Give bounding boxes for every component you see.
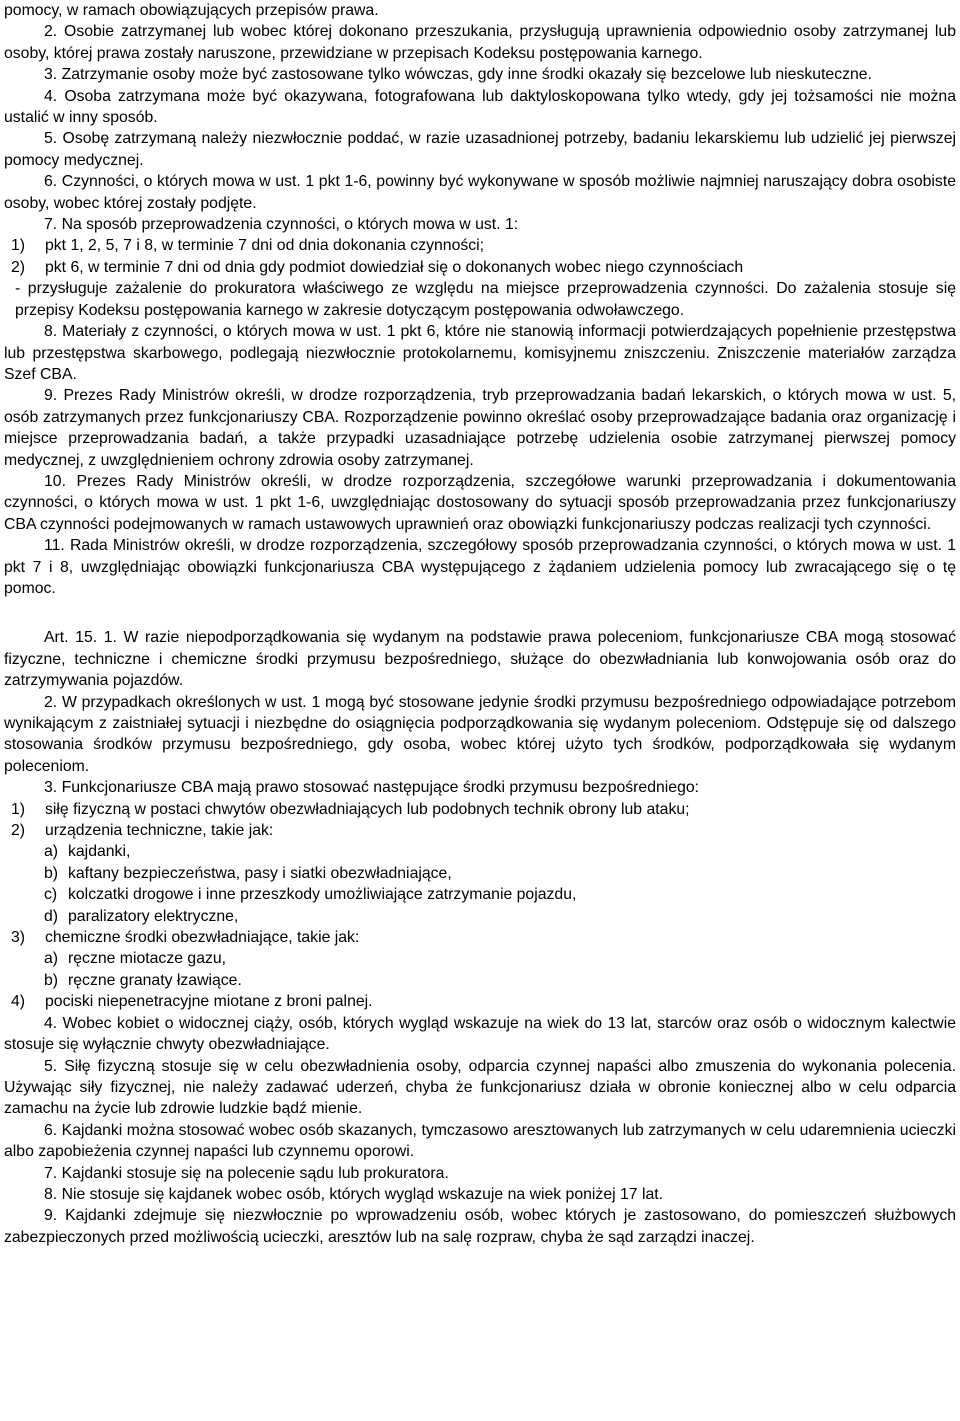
list-text: paralizatory elektryczne,	[68, 907, 239, 925]
sublist-item	[4, 948, 956, 969]
list-text: kaftany bezpieczeństwa, pasy i siatki obezwładniające,	[68, 864, 452, 882]
list-text: pkt 6, w terminie 7 dni od dnia gdy podmiot dowiedział się o dokonanych wobec niego czynnościach	[45, 258, 744, 276]
list-text: kolczatki drogowe i inne przeszkody umożliwiające zatrzymanie pojazdu,	[68, 886, 577, 904]
sublist-item	[4, 906, 956, 927]
list-number: 2)	[11, 822, 26, 840]
paragraph-continued: pomocy, w ramach obowiązujących przepisów prawa.	[4, 2, 379, 19]
list-letter: d)	[44, 907, 59, 925]
list-letter: a)	[44, 950, 59, 968]
paragraph-15-4: 4. Wobec kobiet o widocznej ciąży, osób, których wygląd wskazuje na wiek do 13 lat, starców oraz osób o widocznym kalectwie stosuje się wyłącznie chwyty obezwładniające.	[4, 1014, 956, 1054]
paragraph-14-7-tail: - przysługuje zażalenie do prokuratora właściwego ze względu na miejsce przeprowadzenia czynności. Do zażalenia stosuje się przepisy Kodeksu postępowania karnego w zakresie dotyczącym postępowania odwoławczego.	[15, 280, 956, 319]
paragraph-14-7: 7. Na sposób przeprowadzenia czynności, o których mowa w ust. 1:	[44, 216, 519, 234]
list-item	[4, 799, 956, 820]
article-15-heading-paragraph: Art. 15. 1. W razie niepodporządkowania się wydanym na podstawie prawa poleceniom, funkcjonariusze CBA mogą stosować fizyczne, techniczne i chemiczne środki przymusu bezpośredniego, służące do obezwładniania lub konwojowania osób oraz do zatrzymywania pojazdów.	[4, 629, 956, 690]
list-item	[4, 991, 956, 1012]
list-text: urządzenia techniczne, takie jak:	[45, 822, 274, 840]
list-text: siłę fizyczną w postaci chwytów obezwładniających lub podobnych technik obrony lub ataku;	[45, 800, 690, 818]
paragraph-15-2: 2. W przypadkach określonych w ust. 1 mogą być stosowane jedynie środki przymusu bezpośredniego odpowiadające potrzebom wynikającym z zaistniałej sytuacji i niezbędne do osiągnięcia podporządkowania się wydanym poleceniom. Odstępuje się od dalszego stosowania środków przymusu bezpośredniego, gdy osoba, wobec której użyto tych środków, podporządkowała się wydanym poleceniom.	[4, 693, 956, 775]
paragraph-14-3: 3. Zatrzymanie osoby może być zastosowane tylko wówczas, gdy inne środki okazały się bezcelowe lub nieskuteczne.	[44, 66, 872, 84]
list-number: 1)	[11, 800, 26, 818]
paragraph-14-11: 11. Rada Ministrów określi, w drodze rozporządzenia, szczegółowy sposób przeprowadzania czynności, o których mowa w ust. 1 pkt 7 i 8, uwzględniając obowiązki funkcjonariusza CBA występującego z żądaniem udzielenia pomocy lub zwracającego się o tę pomoc.	[4, 537, 956, 597]
list-text: chemiczne środki obezwładniające, takie jak:	[45, 929, 360, 947]
list-number: 3)	[11, 929, 26, 947]
sublist-item	[4, 863, 956, 884]
spacer	[4, 599, 956, 627]
list-text: ręczne miotacze gazu,	[68, 950, 227, 968]
list-text: kajdanki,	[68, 843, 131, 861]
sublist-item	[4, 970, 956, 991]
list-item	[4, 257, 956, 278]
paragraph-14-10: 10. Prezes Rady Ministrów określi, w drodze rozporządzenia, szczegółowe warunki przeprowadzania i dokumentowania czynności, o których mowa w ust. 1 pkt 1-6, uwzględniając dostosowany do sytuacji sposób przeprowadzania przez funkcjonariuszy CBA czynności podejmowanych w ramach ustawowych uprawnień oraz obowiązki funkcjonariuszy podczas realizacji tych czynności.	[4, 472, 956, 533]
list-letter: b)	[44, 864, 59, 882]
list-text: pkt 1, 2, 5, 7 i 8, w terminie 7 dni od dnia dokonania czynności;	[45, 237, 485, 255]
list-number: 2)	[11, 258, 26, 276]
list-item	[4, 927, 956, 948]
paragraph-15-3: 3. Funkcjonariusze CBA mają prawo stosować następujące środki przymusu bezpośredniego:	[44, 779, 700, 797]
list-number: 1)	[11, 237, 26, 255]
list-text: pociski niepenetracyjne miotane z broni palnej.	[45, 993, 373, 1011]
paragraph-14-9: 9. Prezes Rady Ministrów określi, w drodze rozporządzenia, tryb przeprowadzania badań lekarskich, o których mowa w ust. 5, osób zatrzymanych przez funkcjonariuszy CBA. Rozporządzenie powinno określać osoby przeprowadzające badania oraz organizację i miejsce przeprowadzania badań, a także przypadki uzasadniające potrzebę udzielenia osobie zatrzymanej pierwszej pomocy medycznej, z uwzględnieniem ochrony zdrowia osoby zatrzymanej.	[4, 387, 956, 469]
paragraph-14-4: 4. Osoba zatrzymana może być okazywana, fotografowana lub daktyloskopowana tylko wtedy, gdy jej tożsamości nie można ustalić w inny sposób.	[4, 87, 956, 127]
list-letter: a)	[44, 843, 59, 861]
paragraph-14-2: 2. Osobie zatrzymanej lub wobec której dokonano przeszukania, przysługują uprawnienia odpowiednio osoby zatrzymanej lub osoby, której prawa zostały naruszone, przewidziane w przepisach Kodeksu postępowania karnego.	[4, 23, 956, 62]
list-item	[4, 235, 956, 256]
paragraph-15-5: 5. Siłę fizyczną stosuje się w celu obezwładnienia osoby, odparcia czynnej napaści albo zmuszenia do wykonania polecenia. Używając siły fizycznej, nie należy zadawać uderzeń, chyba że funkcjonariusz działa w obronie koniecznej albo w celu odparcia zamachu na życie lub zdrowie ludzkie bądź mienie.	[4, 1057, 956, 1118]
list-number: 4)	[11, 993, 26, 1011]
paragraph-14-6: 6. Czynności, o których mowa w ust. 1 pkt 1-6, powinny być wykonywane w sposób możliwie najmniej naruszający dobra osobiste osoby, wobec której zostały podjęte.	[4, 173, 956, 212]
list-letter: b)	[44, 971, 59, 989]
list-text: ręczne granaty łzawiące.	[68, 971, 242, 989]
paragraph-15-6: 6. Kajdanki można stosować wobec osób skazanych, tymczasowo aresztowanych lub zatrzymanych w celu udaremnienia ucieczki albo zapobieżenia czynnej napaści lub czynnemu oporowi.	[4, 1121, 956, 1161]
sublist-item	[4, 884, 956, 905]
list-letter: c)	[44, 886, 58, 904]
list-item	[4, 820, 956, 841]
paragraph-14-5: 5. Osobę zatrzymaną należy niezwłocznie poddać, w razie uzasadnionej potrzeby, badaniu lekarskiemu lub udzielić jej pierwszej pomocy medycznej.	[4, 130, 956, 169]
paragraph-15-8: 8. Nie stosuje się kajdanek wobec osób, których wygląd wskazuje na wiek poniżej 17 lat.	[44, 1185, 664, 1203]
sublist-item	[4, 841, 956, 862]
paragraph-15-9: 9. Kajdanki zdejmuje się niezwłocznie po wprowadzeniu osób, wobec których je zastosowano, do pomieszczeń służbowych zabezpieczonych przed możliwością ucieczki, aresztów lub na salę rozpraw, chyba że sąd zarządzi inaczej.	[4, 1207, 956, 1246]
paragraph-15-7: 7. Kajdanki stosuje się na polecenie sądu lub prokuratora.	[44, 1164, 449, 1182]
paragraph-14-8: 8. Materiały z czynności, o których mowa w ust. 1 pkt 6, które nie stanowią informacji potwierdzających popełnienie przestępstwa lub przestępstwa skarbowego, podlegają niezwłocznie protokolarnemu, komisyjnemu zniszczeniu. Zniszczenie materiałów zarządza Szef CBA.	[4, 323, 956, 383]
